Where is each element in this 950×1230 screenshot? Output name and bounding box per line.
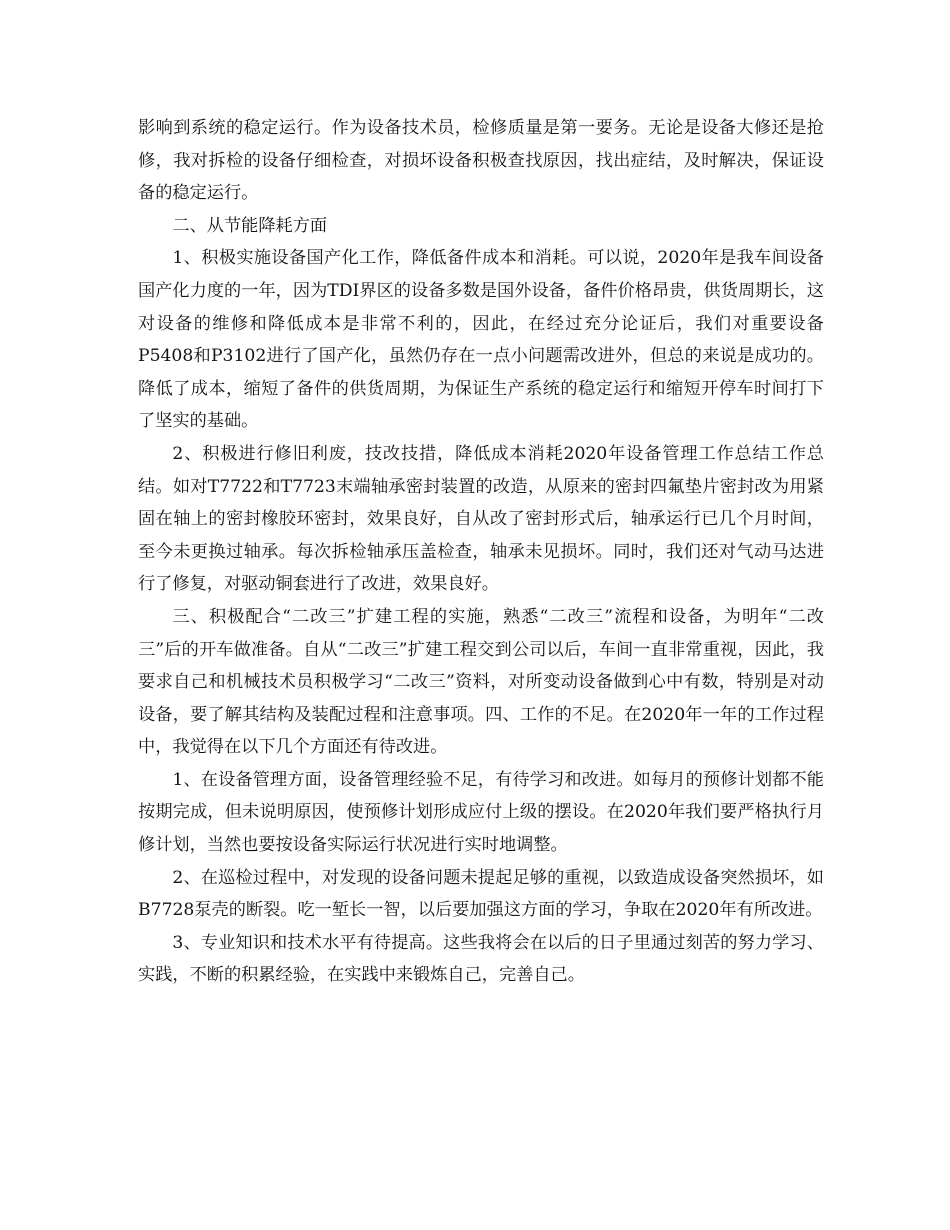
paragraph-expansion-project: 三、积极配合“二改三”扩建工程的实施，熟悉“二改三”流程和设备，为明年“二改三”后的开车做准备。自从“二改三”扩建工程交到公司以后，车间一直非常重视，因此，我要求自己和机械技术员积极学习“二改三”资料，对所变动设备做到心中有数，特别是对动设备，要了解其结构及装配过程和注意事项。四、工作的不足。在2020年一年的工作过程中，我觉得在以下几个方面还有待改进。 bbox=[138, 606, 824, 758]
section-heading-energy-saving: 二、从节能降耗方面 bbox=[172, 215, 328, 236]
paragraph-localization: 1、积极实施设备国产化工作，降低备件成本和消耗。可以说，2020年是我车间设备国产化力度的一年，因为TDI界区的设备多数是国外设备，备件价格昂贵，供货周期长，这对设备的维修和降低成本是非常不利的，因此，在经过充分论证后，我们对重要设备P5408和P3102进行了国产化，虽然仍存在一点小问题需改进外，但总的来说是成功的。降低了成本，缩短了备件的供货周期，为保证生产系统的稳定运行和缩短开停车时间打下了坚实的基础。 bbox=[138, 248, 824, 432]
document-body bbox=[138, 112, 824, 992]
paragraph-repair-reuse: 2、积极进行修旧利废，技改技措，降低成本消耗2020年设备管理工作总结工作总结。如对T7722和T7723末端轴承密封装置的改造，从原来的密封四氟垫片密封改为用紧固在轴上的密封橡胶环密封，效果良好，自从改了密封形式后，轴承运行已几个月时间，至今未更换过轴承。每次拆检轴承压盖检查，轴承未见损坏。同时，我们还对气动马达进行了修复，对驱动铜套进行了改进，效果良好。 bbox=[138, 443, 824, 595]
paragraph-continuation: 影响到系统的稳定运行。作为设备技术员，检修质量是第一要务。无论是设备大修还是抢修，我对拆检的设备仔细检查，对损坏设备积极查找原因，找出症结，及时解决，保证设备的稳定运行。 bbox=[138, 118, 824, 204]
paragraph-shortcoming-skills: 3、专业知识和技术水平有待提高。这些我将会在以后的日子里通过刻苦的努力学习、实践，不断的积累经验，在实践中来锻炼自己，完善自己。 bbox=[138, 932, 824, 986]
paragraph-shortcoming-inspection: 2、在巡检过程中，对发现的设备问题未提起足够的重视，以致造成设备突然损坏，如B7728泵壳的断裂。吃一堑长一智，以后要加强这方面的学习，争取在2020年有所改进。 bbox=[138, 867, 824, 921]
paragraph-shortcoming-management: 1、在设备管理方面，设备管理经验不足，有待学习和改进。如每月的预修计划都不能按期完成，但未说明原因，使预修计划形成应付上级的摆设。在2020年我们要严格执行月修计划，当然也要按设备实际运行状况进行实时地调整。 bbox=[138, 769, 824, 856]
